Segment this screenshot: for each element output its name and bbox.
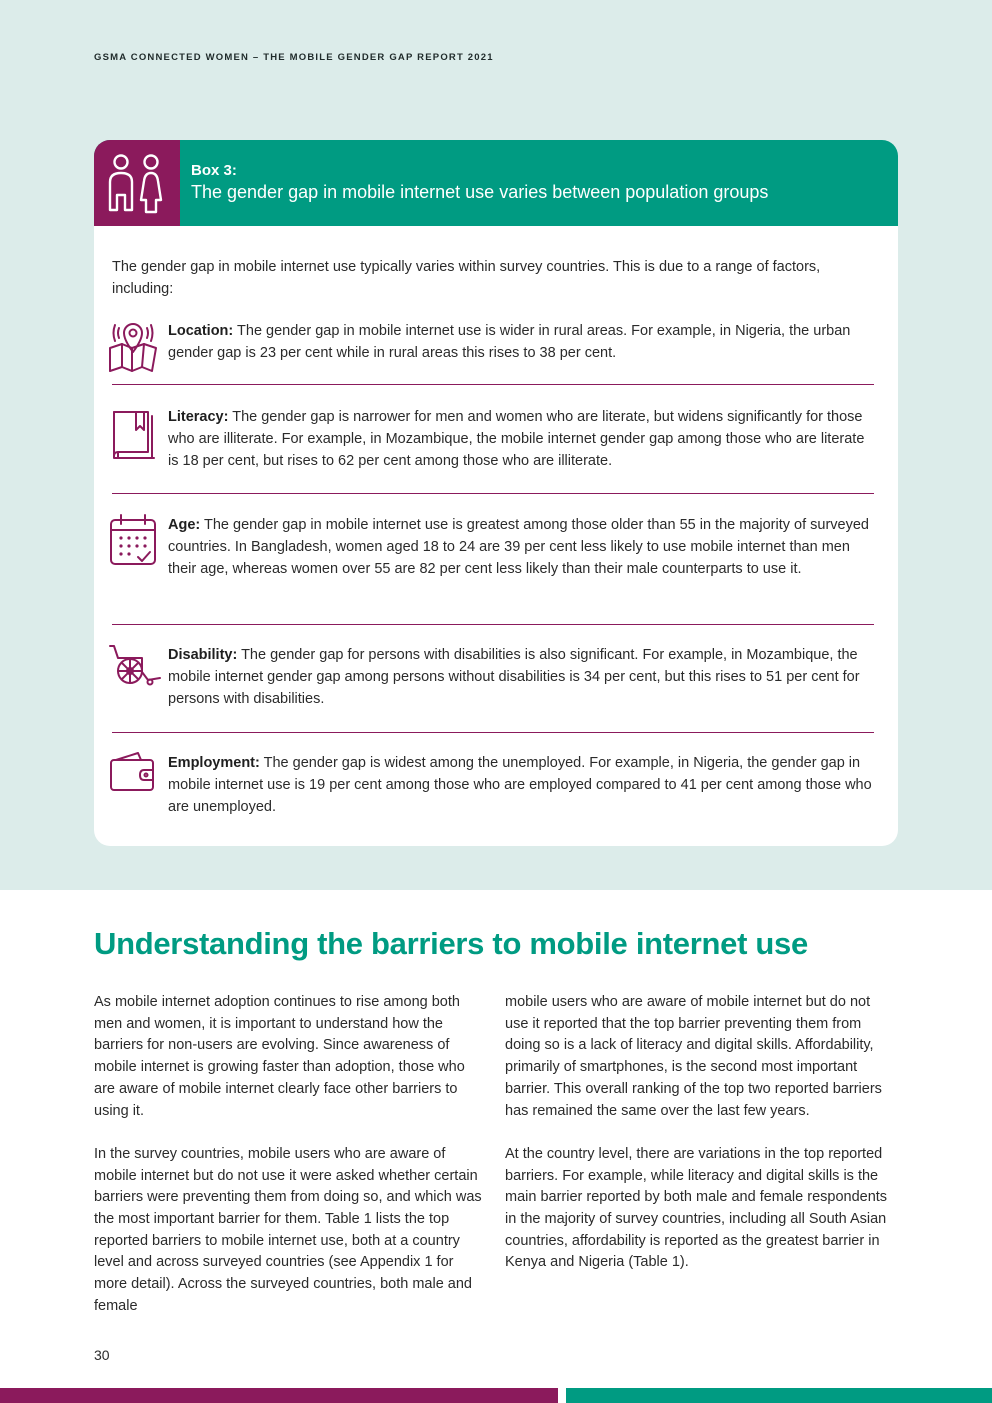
box-label: Box 3: <box>191 162 237 179</box>
item-label: Age: <box>168 517 201 533</box>
running-header: GSMA CONNECTED WOMEN – THE MOBILE GENDER GAP REPORT 2021 <box>94 52 494 63</box>
book-icon <box>108 406 158 462</box>
box-title: The gender gap in mobile internet use varies between population groups <box>191 182 769 202</box>
item-text: The gender gap for persons with disabilities is also significant. For example, in Mozambique, the mobile internet gender gap among persons without disabilities is 34 per cent, but this rises to 51 per cent for persons with disabilities. <box>168 647 860 707</box>
right-column <box>505 992 895 1296</box>
item-text: The gender gap in mobile internet use is greatest among those older than 55 in the majority of surveyed countries. In Bangladesh, women aged 18 to 24 are 39 per cent less likely to use mobile internet than men their age, whereas women over 55 are 82 per cent less likely than their male counterparts to use it. <box>168 517 869 577</box>
divider <box>112 493 874 494</box>
people-icon <box>94 140 180 226</box>
left-column <box>94 992 484 1339</box>
box-intro: The gender gap in mobile internet use typically varies within survey countries. This is due to a range of factors, including: <box>112 259 821 297</box>
wheelchair-icon <box>108 644 162 686</box>
item-text: The gender gap is narrower for men and women who are literate, but widens significantly for those who are illiterate. For example, in Mozambique, the mobile internet gender gap among those who are literate is 18 per cent, but rises to 62 per cent among those who are illiterate. <box>168 409 865 469</box>
item-text: The gender gap in mobile internet use is wider in rural areas. For example, in Nigeria, the urban gender gap is 23 per cent while in rural areas this rises to 38 per cent. <box>168 323 851 361</box>
footer-bar-teal <box>566 1388 992 1403</box>
location-map-icon <box>108 320 158 372</box>
paragraph: mobile users who are aware of mobile internet but do not use it reported that the top barrier preventing them from doing so is a lack of literacy and digital skills. Affordability, primarily of smartphones, is the second most important barrier. This overall ranking of the top two reported barriers has remained the same over the last few years. <box>505 994 882 1119</box>
section-heading: Understanding the barriers to mobile internet use <box>94 926 808 961</box>
box-3 <box>94 140 898 846</box>
divider <box>112 732 874 733</box>
box-item-age <box>108 514 874 606</box>
paragraph: At the country level, there are variations in the top reported barriers. For example, while literacy and digital skills is the main barrier reported by both male and female respondents in the majority of survey countries, including all South Asian countries, affordability is reported as the greatest barrier in Kenya and Nigeria (Table 1). <box>505 1145 888 1271</box>
box-icon-panel <box>94 140 180 226</box>
wallet-icon <box>108 752 158 794</box>
divider <box>112 624 874 625</box>
paragraph: As mobile internet adoption continues to rise among both men and women, it is important to understand how the barriers for non-users are evolving. Since awareness of mobile internet is growing faster than adoption, those who are aware of mobile internet clearly face other barriers to using it. <box>94 994 465 1119</box>
item-label: Disability: <box>168 647 238 663</box>
footer-bar-plum <box>0 1388 558 1403</box>
divider <box>112 384 874 385</box>
box-item-disability <box>108 644 874 714</box>
item-label: Literacy: <box>168 409 229 425</box>
box-item-employment <box>108 752 874 822</box>
paragraph: In the survey countries, mobile users who are aware of mobile internet but do not use it were asked whether certain barriers were preventing them from doing so, and which was the most important barrier for them. Table 1 lists the top reported barriers to mobile internet use, both at a country level and across surveyed countries (see Appendix 1 for more detail). Across the surveyed countries, both male and female <box>94 1145 482 1314</box>
box-item-location <box>108 320 874 370</box>
page-number: 30 <box>94 1347 110 1363</box>
item-label: Employment: <box>168 755 260 771</box>
box-header <box>94 140 898 226</box>
item-text: The gender gap is widest among the unemployed. For example, in Nigeria, the gender gap in mobile internet use is 19 per cent among those who are employed compared to 41 per cent among those who are unemployed. <box>168 755 872 815</box>
calendar-icon <box>108 514 158 568</box>
item-label: Location: <box>168 323 234 339</box>
box-item-literacy <box>108 406 874 476</box>
